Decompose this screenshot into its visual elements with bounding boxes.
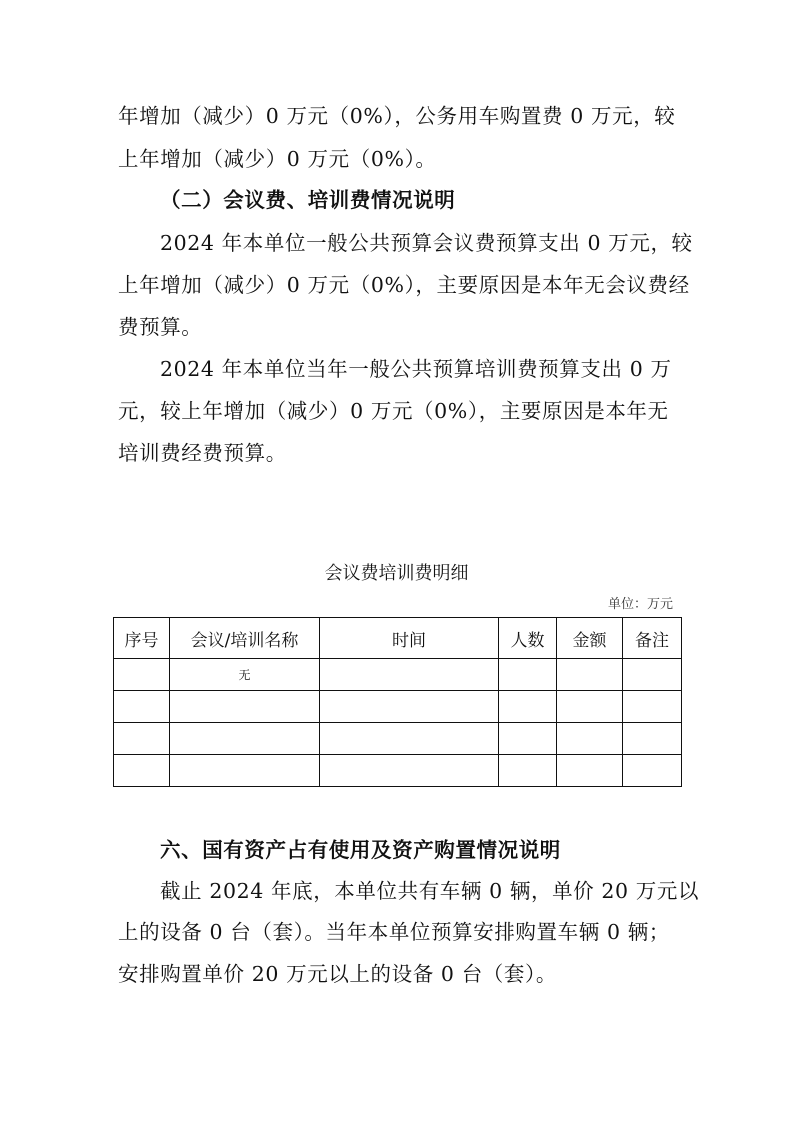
table-cell [499, 691, 557, 723]
table-cell [320, 755, 499, 787]
table-cell [623, 723, 682, 755]
table-cell [114, 723, 170, 755]
section-subheading: （二）会议费、培训费情况说明 [160, 188, 456, 212]
table-row [114, 691, 682, 723]
table-cell [320, 723, 499, 755]
table-cell [557, 723, 623, 755]
table-cell [114, 659, 170, 691]
table-cell [557, 659, 623, 691]
table-row [114, 659, 682, 691]
column-header-time: 时间 [320, 618, 499, 659]
paragraph-line: 培训费经费预算。 [118, 441, 287, 465]
table-cell [320, 659, 499, 691]
paragraph-line: 2024 年本单位一般公共预算会议费预算支出 0 万元，较 [160, 231, 693, 255]
column-header-remarks: 备注 [623, 618, 682, 659]
table-cell [623, 691, 682, 723]
table-cell [170, 723, 320, 755]
table-cell [170, 691, 320, 723]
table-row [114, 755, 682, 787]
paragraph-line: 年增加（减少）0 万元（0%），公务用车购置费 0 万元，较 [118, 104, 676, 128]
column-header-index: 序号 [114, 618, 170, 659]
table-cell [170, 755, 320, 787]
column-header-attendees: 人数 [499, 618, 557, 659]
column-header-name: 会议/培训名称 [170, 618, 320, 659]
table-title: 会议费培训费明细 [324, 563, 469, 584]
table-cell [499, 723, 557, 755]
table-cell [499, 659, 557, 691]
section-heading: 六、国有资产占有使用及资产购置情况说明 [160, 838, 561, 862]
table-unit-label: 单位：万元 [607, 597, 673, 612]
column-header-amount: 金额 [557, 618, 623, 659]
table-cell [320, 691, 499, 723]
table-cell [114, 755, 170, 787]
paragraph-line: 元，较上年增加（减少）0 万元（0%），主要原因是本年无 [118, 399, 669, 423]
table-cell [499, 755, 557, 787]
paragraph-line: 截止 2024 年底，本单位共有车辆 0 辆，单价 20 万元以 [160, 879, 700, 903]
paragraph-line: 上的设备 0 台（套）。当年本单位预算安排购置车辆 0 辆； [118, 920, 670, 944]
paragraph-line: 上年增加（减少）0 万元（0%）。 [118, 147, 437, 171]
table-cell [557, 691, 623, 723]
paragraph-line: 费预算。 [118, 315, 203, 339]
table-cell: 无 [170, 659, 320, 691]
table-cell [114, 691, 170, 723]
paragraph-line: 2024 年本单位当年一般公共预算培训费预算支出 0 万 [160, 357, 672, 381]
table-cell [623, 659, 682, 691]
table-cell [623, 755, 682, 787]
table-row [114, 723, 682, 755]
paragraph-line: 安排购置单价 20 万元以上的设备 0 台（套）。 [118, 962, 557, 986]
table-header-row [114, 618, 682, 659]
table-cell [557, 755, 623, 787]
paragraph-line: 上年增加（减少）0 万元（0%），主要原因是本年无会议费经 [118, 273, 690, 297]
meeting-training-table [113, 617, 682, 787]
